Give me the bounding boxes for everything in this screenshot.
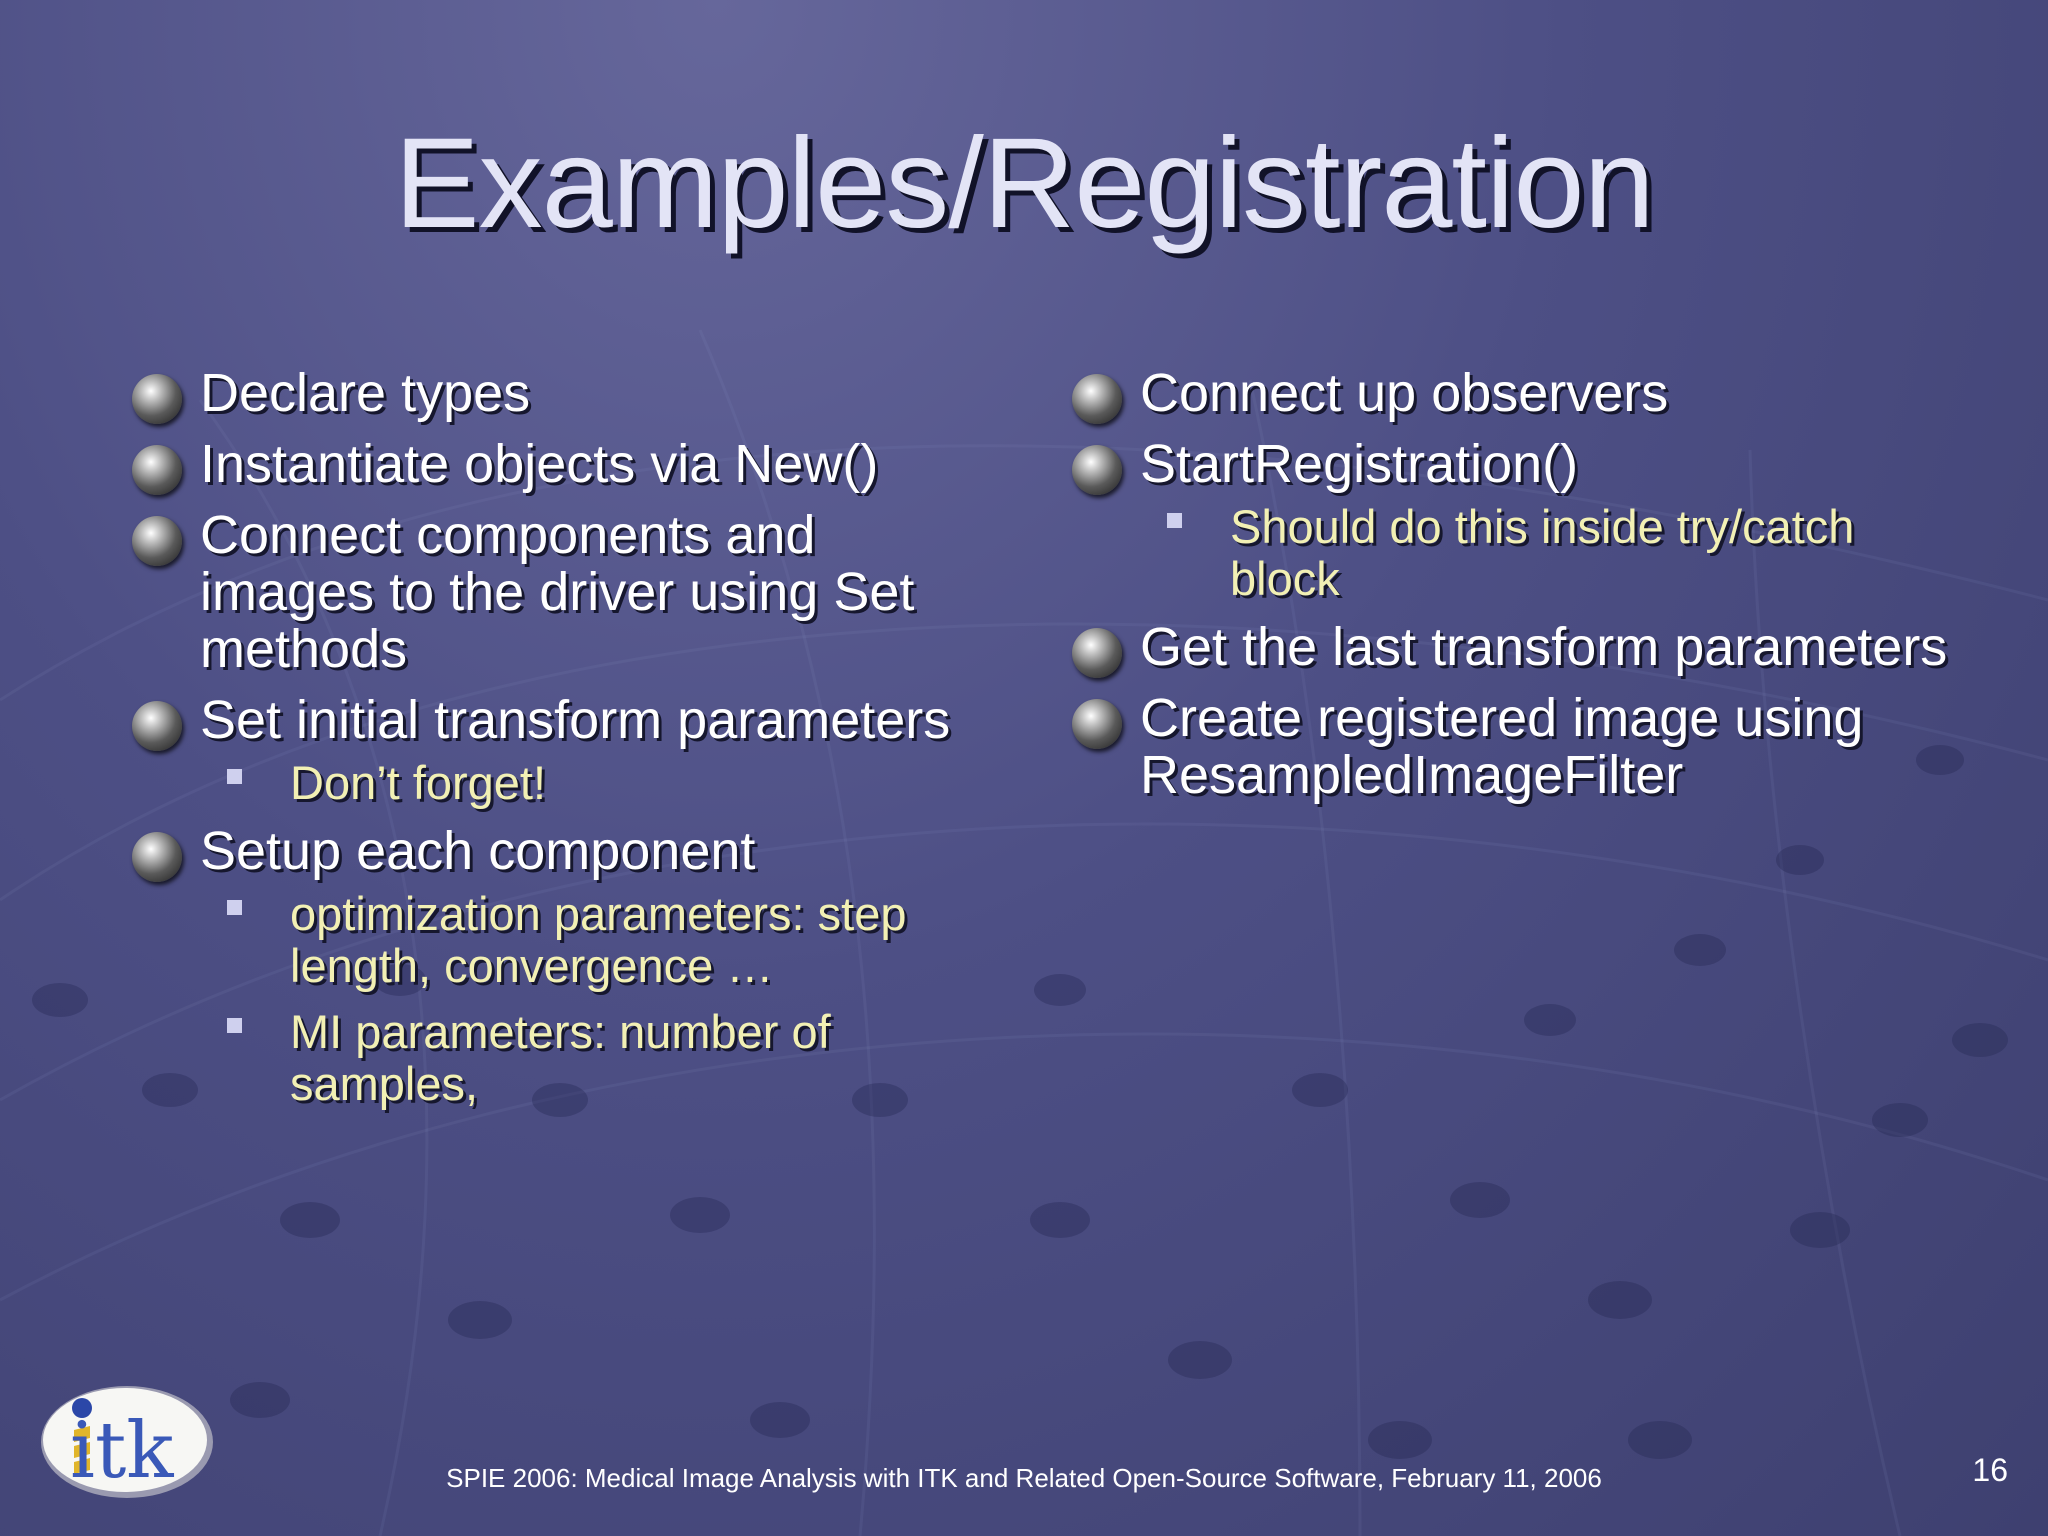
bullet-text: Connect up observers (1140, 363, 1669, 423)
bullet-item (132, 365, 992, 422)
bullet-text: Connect components and images to the driver using Set methods (200, 505, 915, 679)
sphere-bullet-icon (132, 516, 182, 566)
bullet-text: Declare types (200, 363, 531, 423)
sphere-bullet-icon (1072, 699, 1122, 749)
sub-bullet-text: Should do this inside try/catch block (1230, 500, 1855, 605)
left-bullet-list (132, 365, 992, 1124)
sub-bullet-text: optimization parameters: step length, convergence … (290, 887, 907, 992)
slide-title: Examples/Registration (394, 112, 1654, 255)
bullet-item (132, 692, 992, 749)
bullet-item (132, 823, 992, 880)
bullet-item (132, 436, 992, 493)
sphere-bullet-icon (132, 374, 182, 424)
bullet-text: Instantiate objects via New() (200, 434, 879, 494)
sub-bullet-item (132, 888, 992, 992)
sphere-bullet-icon (132, 445, 182, 495)
sphere-bullet-icon (1072, 445, 1122, 495)
sub-bullet-text: MI parameters: number of samples, (290, 1005, 831, 1110)
bullet-text: Setup each component (200, 821, 756, 881)
square-bullet-icon (227, 900, 242, 915)
sub-bullet-item (1072, 501, 1972, 605)
sub-bullet-text: Don’t forget! (290, 756, 547, 809)
bullet-text: Get the last transform parameters (1140, 617, 1948, 677)
bullet-text: StartRegistration() (1140, 434, 1579, 494)
footer-text: SPIE 2006: Medical Image Analysis with ITK and Related Open-Source Software, February 11, 2006 (446, 1463, 1602, 1493)
bullet-text: Create registered image using ResampledImageFilter (1140, 688, 1864, 805)
logo-text: itk (70, 1406, 174, 1496)
bullet-item (1072, 690, 1972, 804)
bullet-text: Set initial transform parameters (200, 690, 951, 750)
square-bullet-icon (1167, 513, 1182, 528)
bullet-item (132, 507, 992, 678)
square-bullet-icon (227, 1018, 242, 1033)
sphere-bullet-icon (1072, 374, 1122, 424)
bullet-item (1072, 436, 1972, 493)
square-bullet-icon (227, 769, 242, 784)
sub-bullet-item (132, 1006, 992, 1110)
sphere-bullet-icon (1072, 628, 1122, 678)
right-bullet-list (1072, 365, 1972, 818)
bullet-item (1072, 619, 1972, 676)
bullet-item (1072, 365, 1972, 422)
sphere-bullet-icon (132, 832, 182, 882)
sub-bullet-item (132, 757, 992, 809)
sphere-bullet-icon (132, 701, 182, 751)
page-number: 16 (1972, 1452, 2008, 1488)
